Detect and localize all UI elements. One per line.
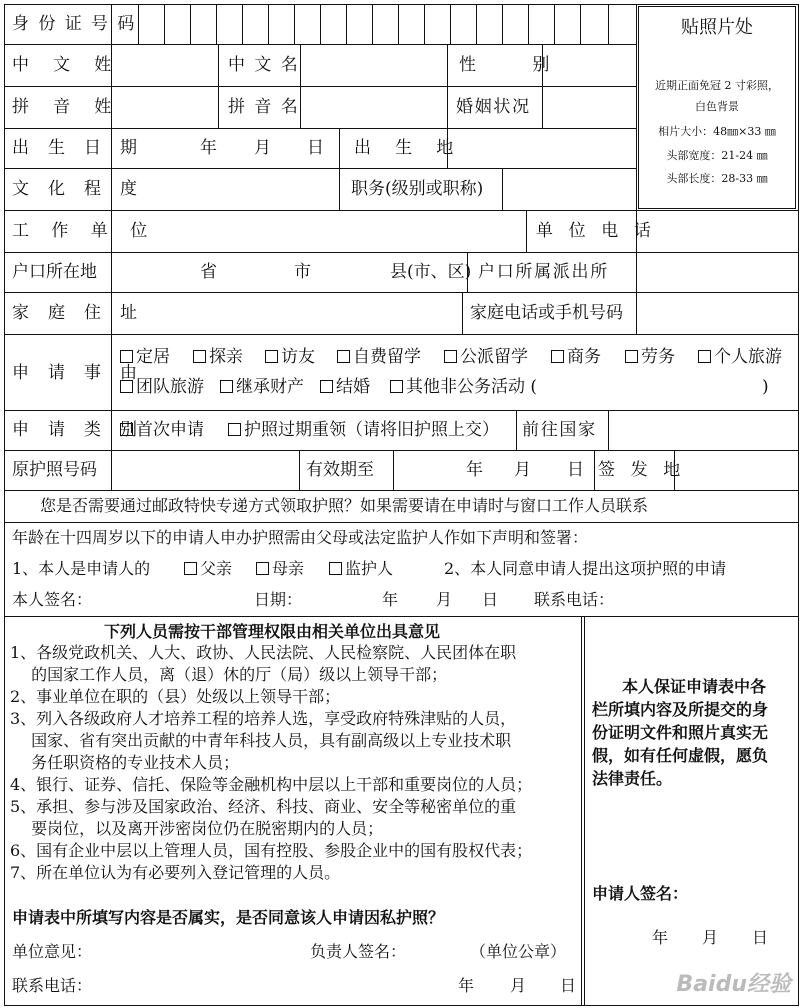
birth-month-unit: 月 (254, 138, 271, 158)
pinyin-given-name-label: 拼音名 (228, 97, 308, 117)
valid-until-label: 有效期至 (306, 460, 374, 480)
minor-date-label: 日期： (254, 590, 303, 609)
valid-day-unit: 日 (567, 460, 584, 480)
cadre-list (10, 642, 532, 884)
province-unit: 省 (200, 262, 217, 282)
cadre-item: 要岗位，以及离开涉密岗位仍在脱密期内的人员； (10, 819, 384, 838)
unit-month-unit: 月 (510, 976, 527, 995)
unit-day-unit: 日 (560, 976, 577, 995)
cadre-item: 3、列入各级政府人才培养工程的培养人选，享受政府特殊津贴的人员， (10, 709, 517, 728)
purpose-option[interactable]: 自费留学 (337, 347, 421, 367)
applicant-year-unit: 年 (652, 928, 669, 947)
education-label: 文 化 程 度 (12, 179, 144, 199)
purpose-option[interactable]: 结婚 (320, 377, 370, 397)
minor-month-unit: 月 (436, 590, 453, 609)
photo-title: 贴照片处 (681, 17, 753, 38)
pinyin-surname-label: 拼 音 姓 (12, 97, 121, 117)
purpose-option[interactable]: 定居 (120, 347, 170, 367)
city-unit: 市 (294, 262, 311, 282)
cadre-item: 7、所在单位认为有必要列入登记管理的人员。 (10, 863, 341, 882)
purpose-option[interactable]: 个人旅游 (698, 347, 782, 367)
passport-application-form (4, 4, 799, 1006)
minor-signature-label: 本人签名： (12, 590, 93, 609)
guarantee-line: 份证明文件和照片真实无 (592, 723, 769, 742)
birth-day-unit: 日 (307, 138, 324, 158)
home-phone-label: 家庭电话或手机号码 (470, 303, 623, 323)
destination-country-label: 前往国家 (522, 420, 597, 440)
job-title-label: 职务(级别或职称) (351, 179, 484, 199)
minor-intro: 年龄在十四周岁以下的申请人申办护照需由父母或法定监护人作如下声明和签署： (12, 528, 589, 547)
cadre-item: 1、各级党政机关、人大、政协、人民法院、人民检察院、人民团体在职 (10, 643, 517, 662)
purpose-label: 申 请 事 由 (12, 363, 144, 383)
police-station-label: 户口所属派出所 (478, 262, 609, 282)
gender-label: 性 别 (459, 55, 575, 75)
applicant-signature-label: 申请人签名： (592, 884, 689, 903)
cadre-item: 4、银行、证券、信托、保险等金融机构中层以上干部和重要岗位的人员； (10, 775, 533, 794)
applicant-day-unit: 日 (752, 928, 769, 947)
purpose-option[interactable]: 商务 (551, 347, 601, 367)
birth-date-label: 出 生 日 期 (12, 138, 144, 158)
issue-place-label: 签 发 地 (598, 460, 686, 480)
unit-opinion-label: 单位意见： (12, 942, 93, 961)
first-application-checkbox[interactable]: 首次申请 (120, 420, 204, 440)
purpose-option[interactable]: 公派留学 (444, 347, 528, 367)
photo-requirement: 白色背景 (695, 100, 739, 113)
father-checkbox[interactable]: 父亲 (184, 559, 232, 579)
birth-place-label: 出 生 地 (354, 138, 463, 158)
guardian-checkbox[interactable]: 监护人 (329, 559, 393, 579)
cadre-item: 务任职资格的专业技术人员； (10, 753, 240, 772)
marital-status-label: 婚姻状况 (456, 97, 531, 117)
photo-requirement: 相片大小：48㎜×33 ㎜ (658, 125, 776, 138)
minor-day-unit: 日 (482, 590, 499, 609)
cadre-section-title: 下列人员需按干部管理权限由相关单位出具意见 (104, 622, 441, 641)
hukou-label: 户口所在地 (12, 262, 97, 282)
cadre-item: 的国家工作人员，离（退）休的厅（局）级以上领导干部； (10, 665, 448, 684)
photo-requirement: 近期正面免冠 2 寸彩照， (655, 79, 779, 92)
photo-requirement: 头部宽度：21-24 ㎜ (666, 149, 768, 162)
cadre-item: 5、承担、参与涉及国家政治、经济、科技、商业、安全等秘密单位的重 (10, 797, 517, 816)
guarantee-line: 法律责任。 (592, 769, 673, 788)
unit-seal-label: （单位公章） (470, 942, 567, 961)
minor-statement-2: 2、本人同意申请人提出这项护照的申请 (444, 559, 727, 578)
chinese-surname-label: 中 文 姓 (12, 55, 121, 75)
chinese-given-name-label: 中文名 (228, 55, 308, 75)
post-delivery-notice: 您是否需要通过邮政特快专递方式领取护照？如果需要请在申请时与窗口工作人员联系 (40, 496, 649, 515)
minor-statement-1: 1、本人是申请人的 (12, 559, 151, 578)
head-signature-label: 负责人签名： (310, 942, 407, 961)
photo-requirement: 头部长度：28-33 ㎜ (666, 172, 768, 185)
id-number-cells[interactable] (112, 5, 636, 44)
purpose-option-other[interactable]: 其他非公务活动 ( (390, 377, 537, 397)
application-type-label: 申 请 类 别 (12, 420, 144, 440)
guarantee-line: 假，如有任何虚假，愿负 (592, 746, 769, 765)
home-address-label: 家 庭 住 址 (12, 303, 144, 323)
unit-phone-label: 联系电话： (12, 976, 93, 995)
cadre-item: 6、国有企业中层以上管理人员，国有控股、参股企业中的国有股权代表； (10, 841, 533, 860)
renewal-checkbox[interactable]: 护照过期重领（请将旧护照上交） (228, 420, 499, 440)
purpose-close-paren: ) (762, 377, 769, 397)
purpose-option[interactable]: 探亲 (193, 347, 243, 367)
id-number-label: 身份证号码 (12, 14, 144, 34)
guarantee-line: 本人保证申请表中各 (622, 677, 767, 696)
watermark: Baidu经验 (676, 972, 791, 997)
purpose-option[interactable]: 劳务 (625, 347, 675, 367)
purpose-option[interactable]: 继承财产 (220, 377, 304, 397)
county-unit: 县(市、区) (390, 262, 472, 282)
birth-year-unit: 年 (200, 138, 217, 158)
old-passport-number-label: 原护照号码 (12, 460, 97, 480)
verification-question: 申请表中所填写内容是否属实，是否同意该人申请因私护照？ (12, 908, 445, 927)
applicant-month-unit: 月 (702, 928, 719, 947)
purpose-option[interactable]: 团队旅游 (120, 377, 204, 397)
valid-year-unit: 年 (466, 460, 483, 480)
minor-phone-label: 联系电话： (534, 590, 615, 609)
cadre-item: 2、事业单位在职的（县）处级以上领导干部； (10, 687, 341, 706)
cadre-item: 国家、省有突出贡献的中青年科技人员，具有副高级以上专业技术职 (10, 731, 512, 750)
purpose-option[interactable]: 访友 (265, 347, 315, 367)
valid-month-unit: 月 (514, 460, 531, 480)
employer-phone-label: 单 位 电 话 (536, 221, 656, 241)
minor-year-unit: 年 (382, 590, 399, 609)
guarantee-line: 栏所填内容及所提交的身 (592, 700, 769, 719)
mother-checkbox[interactable]: 母亲 (256, 559, 304, 579)
employer-label: 工 作 单 位 (12, 221, 156, 241)
unit-year-unit: 年 (458, 976, 475, 995)
